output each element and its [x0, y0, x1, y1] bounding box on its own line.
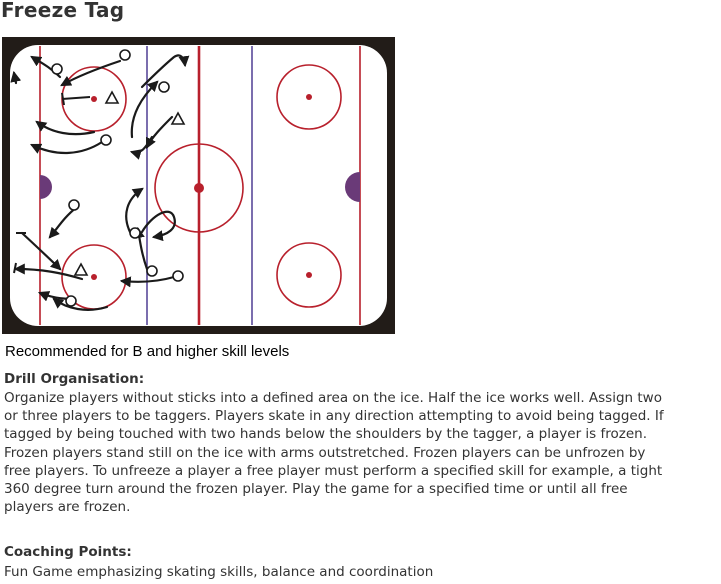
page-title: Freeze Tag	[1, 0, 125, 22]
skill-level-caption: Recommended for B and higher skill levels	[5, 343, 290, 360]
rink-diagram	[2, 37, 395, 334]
faceoff-dot-top-left	[91, 96, 97, 102]
player-marker	[66, 296, 76, 306]
player-marker	[52, 64, 62, 74]
text-line: free players. To unfreeze a player a free player must perform a specified skill for example, a tight	[4, 462, 663, 479]
text-line: Fun Game emphasizing skating skills, balance and coordination	[4, 564, 434, 580]
player-marker	[159, 82, 169, 92]
text-line: 360 degree turn around the frozen player. Play the game for a specified time or until all free	[4, 481, 628, 498]
player-marker	[101, 135, 111, 145]
text-line: players are frozen.	[4, 499, 131, 516]
faceoff-dot-bottom-right	[306, 272, 312, 278]
text-line: Frozen players stand still on the ice with arms outstretched. Frozen players can be unfrozen by	[4, 444, 646, 461]
player-marker	[120, 50, 130, 60]
drill-organisation-text	[4, 389, 720, 516]
player-marker	[69, 200, 79, 210]
coaching-points-heading: Coaching Points:	[4, 544, 132, 560]
text-line: Organize players without sticks into a defined area on the ice. Half the ice works well. Assign two	[4, 390, 662, 406]
player-marker	[130, 228, 140, 238]
text-line: tagged by being touched with two hands below the shoulders by the tagger, a player is frozen.	[4, 426, 647, 443]
faceoff-dot-bottom-left	[91, 274, 97, 280]
coaching-points-text	[4, 563, 720, 581]
text-line: or three players to be taggers. Players skate in any direction attempting to avoid being tagged. If	[4, 408, 664, 425]
center-dot	[194, 183, 204, 193]
player-marker	[173, 271, 183, 281]
player-marker	[147, 266, 157, 276]
drill-organisation-heading: Drill Organisation:	[4, 371, 145, 387]
faceoff-dot-top-right	[306, 94, 312, 100]
